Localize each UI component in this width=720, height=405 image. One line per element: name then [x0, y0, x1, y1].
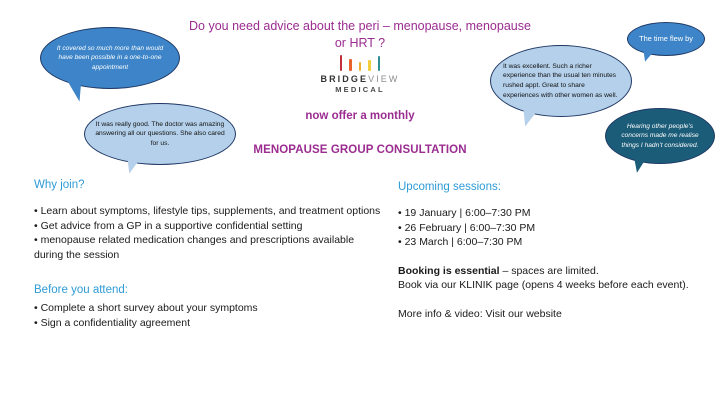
testimonial-bubble-excellent	[490, 45, 632, 117]
more-info-line: More info & video: Visit our website	[398, 307, 562, 320]
testimonial-bubble-doctor	[84, 103, 236, 165]
page-title-line-2: or HRT ?	[334, 36, 386, 50]
testimonial-bubble-coverage	[40, 27, 180, 89]
offer-headline: MENOPAUSE GROUP CONSULTATION	[253, 144, 467, 156]
list-item: • menopause related medication changes and prescriptions available during the session	[34, 234, 355, 261]
list-item: • 19 January | 6:00–7:30 PM	[398, 207, 531, 219]
why-join-list	[34, 204, 384, 262]
testimonial-text: The time flew by	[639, 34, 693, 43]
right-content-column	[398, 180, 703, 322]
why-join-heading: Why join?	[34, 179, 85, 191]
list-item: • Sign a confidentiality agreement	[34, 316, 191, 329]
booking-essential-line	[398, 264, 703, 279]
testimonial-text: Hearing other people’s concerns made me realise things I hadn’t considered.	[621, 122, 699, 149]
logo-subtitle: MEDICAL	[335, 85, 385, 94]
bridgeview-medical-logo	[297, 55, 423, 95]
testimonial-bubble-time	[627, 22, 705, 56]
bubble-tail	[641, 47, 656, 63]
bubble-tail	[68, 79, 85, 103]
before-you-attend-heading: Before you attend:	[34, 284, 128, 297]
logo-word-bridge: BRIDGE	[320, 74, 369, 84]
offer-subline: now offer a monthly	[305, 110, 415, 122]
bubble-tail	[123, 153, 142, 175]
left-content-column	[34, 178, 384, 331]
list-item: • 23 March | 6:00–7:30 PM	[398, 236, 523, 249]
booking-essential-rest: – spaces are limited.	[499, 264, 599, 277]
logo-wordmark	[297, 74, 423, 85]
list-item: • 26 February | 6:00–7:30 PM	[398, 221, 536, 234]
testimonial-text: It was really good. The doctor was amazing answering all our questions. She also cared for us.	[95, 120, 225, 147]
booking-klinik-line: Book via our KLINIK page (opens 4 weeks before each event).	[398, 279, 689, 292]
testimonial-bubble-hearing	[605, 108, 715, 164]
list-item: • Get advice from a GP in a supportive confidential setting	[34, 219, 303, 232]
bubble-tail	[631, 152, 649, 174]
testimonial-text: It was excellent. Such a richer experience than the usual ten minutes rushed appt. Great to share experiences with other women as well.	[503, 62, 618, 99]
page-title-line-1: Do you need advice about the peri – menopause, menopause	[189, 19, 531, 33]
bubble-tail	[519, 105, 539, 129]
logo-bars-icon	[297, 55, 423, 71]
page-title	[170, 18, 550, 52]
list-item: • Learn about symptoms, lifestyle tips, supplements, and treatment options	[34, 205, 381, 217]
list-item: • Complete a short survey about your symptoms	[34, 302, 258, 315]
logo-word-view: VIEW	[368, 74, 400, 84]
booking-essential-label: Booking is essential	[398, 264, 500, 277]
upcoming-sessions-heading: Upcoming sessions:	[398, 181, 501, 193]
booking-info	[398, 264, 703, 293]
sessions-list	[398, 206, 703, 250]
testimonial-text: It covered so much more than would have been possible in a one-to-one appointment	[56, 44, 164, 71]
before-you-attend-list	[34, 301, 384, 330]
